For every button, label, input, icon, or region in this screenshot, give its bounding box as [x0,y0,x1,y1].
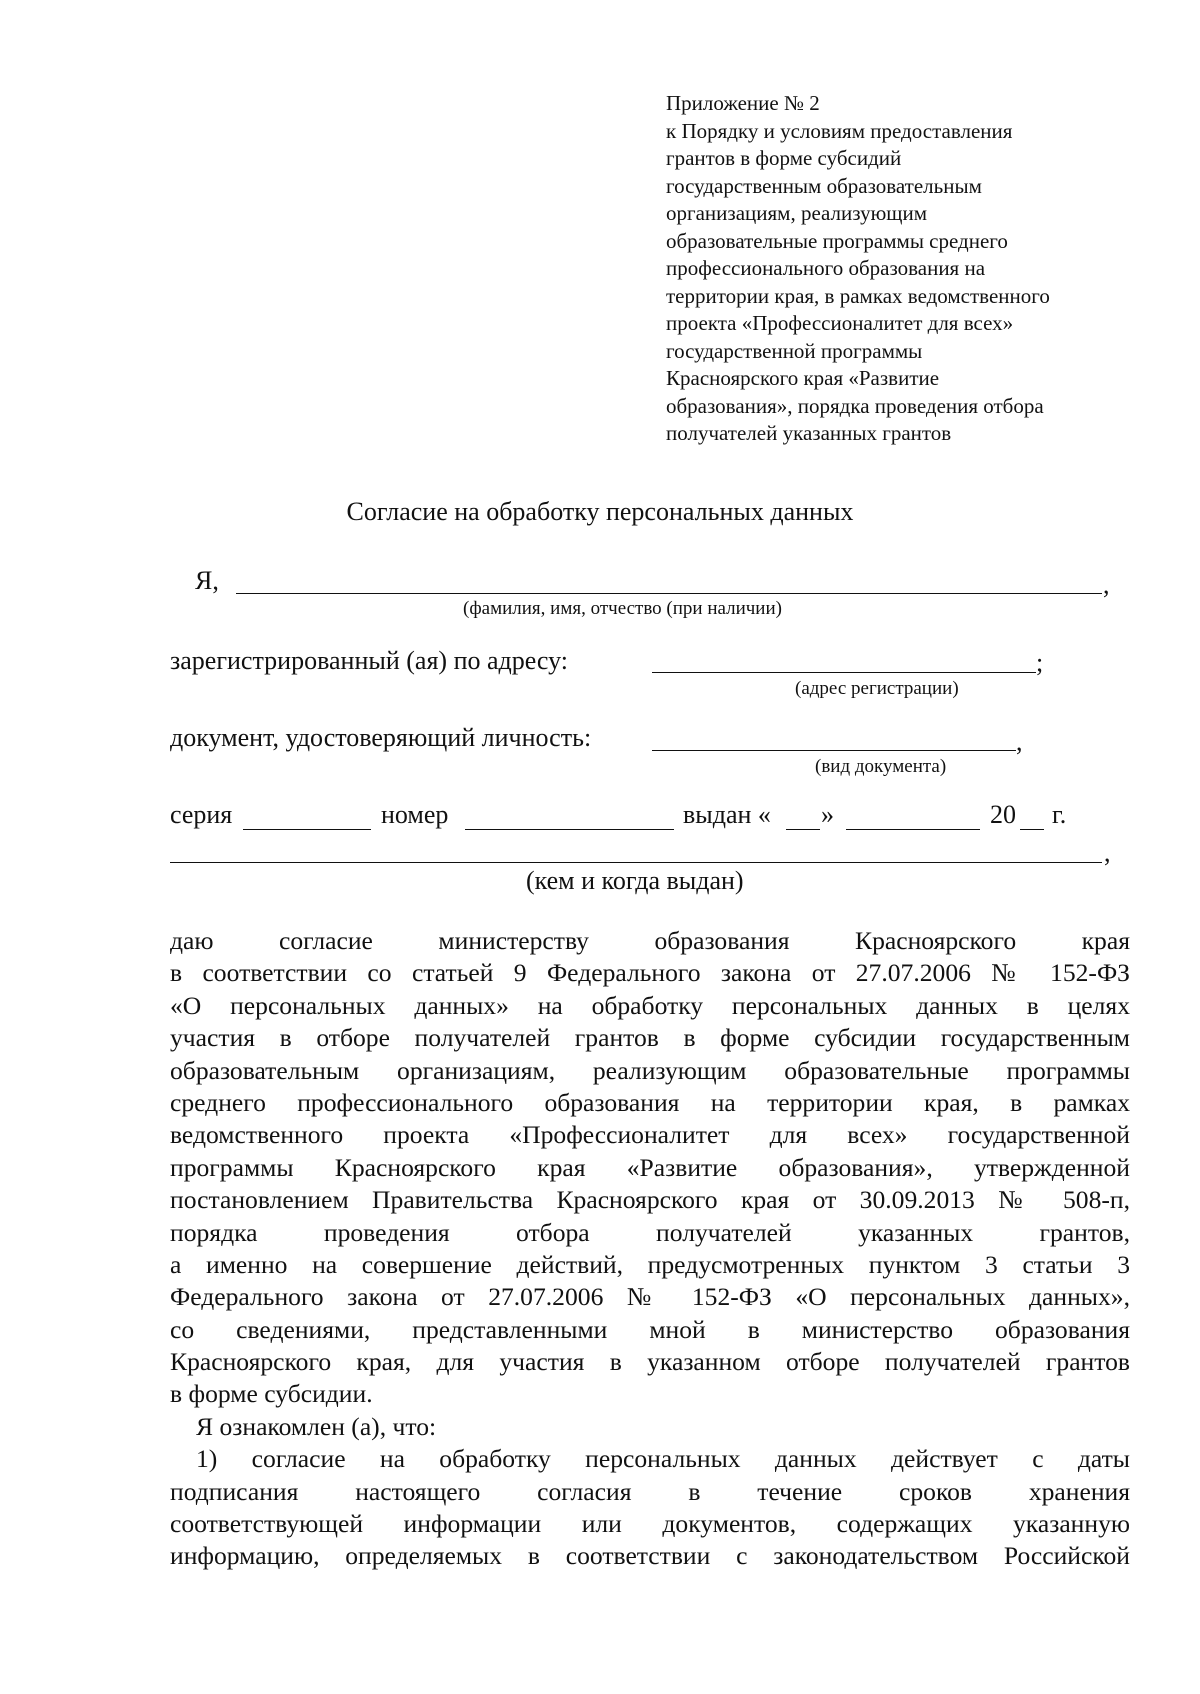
body-line: со сведениями, представленными мной в министерство образования [170,1314,1130,1344]
body-line: образовательным организациям, реализующим образовательные программы [170,1055,1130,1085]
document-label: документ, удостоверяющий личность: [170,723,592,752]
appendix-line: профессионального образования на [666,256,986,280]
address-field-line[interactable] [652,672,1036,673]
item1-line: подписания настоящего согласия в течение сроков хранения [170,1476,1130,1506]
name-caption: (фамилия, имя, отчество (при наличии) [463,598,782,619]
document-caption: (вид документа) [815,756,947,777]
body-line: программы Красноярского края «Развитие образования», утвержденной [170,1152,1130,1182]
appendix-line: организациям, реализующим [666,201,927,225]
body-line: в соответствии со статьей 9 Федерального закона от 27.07.2006 № 152-ФЗ [170,958,1130,988]
appendix-line: государственным образовательным [666,173,982,198]
name-prefix: Я, [195,566,219,595]
issued-month-line[interactable] [846,829,980,830]
document-title: Согласие на обработку персональных данных [346,497,854,526]
body-line: ведомственного проекта «Профессионалитет для всех» государственной [170,1120,1130,1150]
issued-label: выдан « [683,800,771,829]
series-label: серия [170,800,233,829]
issuer-field-end: , [1104,838,1111,867]
appendix-line: территории края, в рамках ведомственного [666,283,1050,308]
body-line: участия в отборе получателей грантов в форме субсидии государственным [170,1023,1130,1053]
body-line: порядка проведения отбора получателей указанных грантов, [170,1217,1130,1247]
body-line: Красноярского края, для участия в указанном отборе получателей грантов [170,1347,1130,1377]
document-field-end: , [1016,727,1023,756]
address-field-end: ; [1036,648,1044,677]
item1-line: соответствующей информации или документов, содержащих указанную [170,1509,1130,1539]
appendix-line: образовательные программы среднего [666,228,1008,253]
appendix-line: грантов в форме субсидий [666,146,902,170]
appendix-line: получателей указанных грантов [666,421,952,445]
body-line: постановлением Правительства Красноярского края от 30.09.2013 № 508-п, [170,1185,1130,1215]
number-field-line[interactable] [465,829,674,830]
body-line: а именно на совершение действий, предусмотренных пунктом 3 статьи 3 [170,1249,1130,1279]
appendix-block [666,90,1136,448]
appendix-line: проекта «Профессионалитет для всех» [666,311,1014,335]
issuer-field-line[interactable] [170,862,1102,863]
year-field-line[interactable] [1020,829,1044,830]
issued-close-quote: » [821,800,834,829]
appendix-line: Приложение № 2 [666,91,820,115]
body-line: Федерального закона от 27.07.2006 № 152-ФЗ «О персональных данных», [170,1282,1130,1312]
appendix-line: Красноярского края «Развитие [666,366,940,390]
address-label: зарегистрированный (ая) по адресу: [170,646,569,675]
body-line: среднего профессионального образования на территории края, в рамках [170,1087,1130,1117]
number-label: номер [381,800,449,829]
name-field-end: , [1103,570,1110,599]
year-suffix: г. [1052,800,1067,829]
body-line: «О персональных данных» на обработку персональных данных в целях [170,990,1130,1020]
year-prefix: 20 [990,800,1016,829]
acknowledge-line: Я ознакомлен (а), что: [196,1411,437,1441]
name-field-line[interactable] [236,593,1102,594]
body-last-line: в форме субсидии. [170,1379,373,1409]
item1-line: 1) согласие на обработку персональных данных действует с даты [196,1444,1130,1474]
appendix-line: к Порядку и условиям предоставления [666,118,1013,143]
appendix-line: государственной программы [666,338,923,363]
consent-body [170,925,1130,1573]
address-caption: (адрес регистрации) [795,678,959,699]
appendix-line: образования», порядка проведения отбора [666,393,1044,418]
document-field-line[interactable] [652,750,1016,751]
issuer-caption: (кем и когда выдан) [526,866,744,895]
issued-day-line[interactable] [786,829,820,830]
series-field-line[interactable] [243,829,371,830]
body-line: даю согласие министерству образования Красноярского края [170,926,1130,955]
item1-line: информацию, определяемых в соответствии с законодательством Российской [170,1541,1130,1571]
